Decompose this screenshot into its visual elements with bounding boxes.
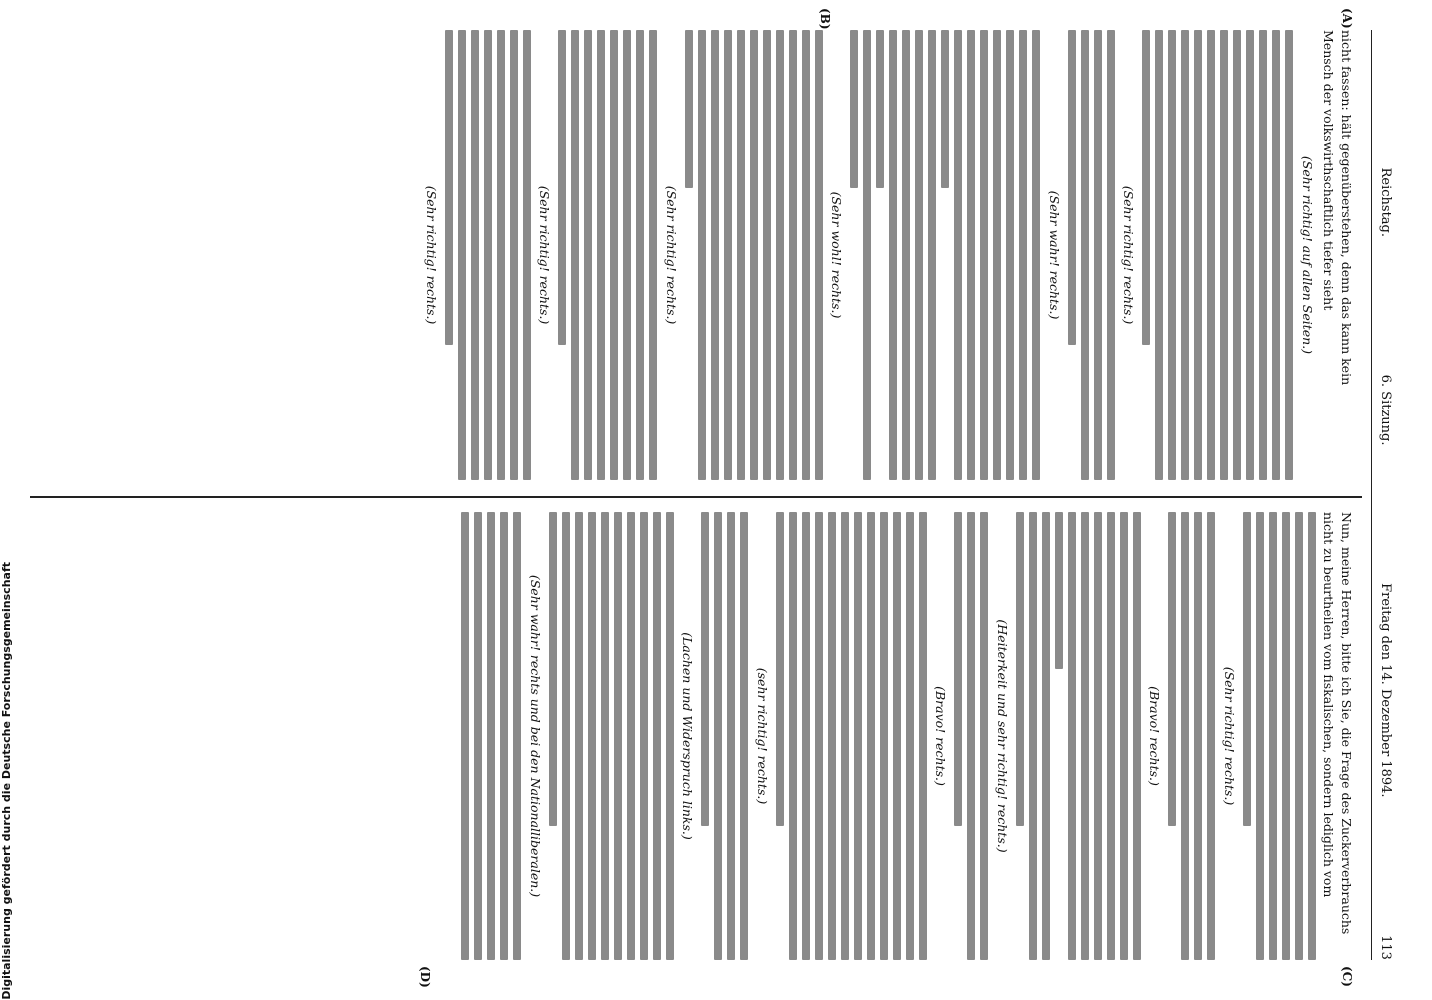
text-line	[715, 512, 723, 960]
text-line	[1208, 30, 1216, 480]
interjection: (Sehr richtig! rechts.)	[1222, 666, 1237, 806]
text-line	[575, 512, 583, 960]
text-line	[637, 30, 645, 480]
text-line	[893, 512, 901, 960]
text-line	[1055, 512, 1063, 669]
text-line	[702, 512, 710, 826]
text-line	[741, 512, 749, 960]
page-header	[1378, 30, 1404, 960]
text-line	[867, 512, 875, 960]
text-line	[955, 30, 963, 480]
margin-letter-a: (A)	[1340, 8, 1354, 29]
text-line	[624, 30, 632, 480]
text-line	[1243, 512, 1251, 826]
text-line	[1208, 512, 1216, 960]
text-line	[737, 30, 745, 480]
text-line	[1107, 512, 1115, 960]
text-line	[711, 30, 719, 480]
interjection: (sehr richtig! rechts.)	[755, 667, 770, 805]
header-session: 6. Sitzung.	[1378, 374, 1393, 446]
column-divider	[30, 496, 1362, 498]
text-line	[1234, 30, 1242, 480]
text-line	[1247, 30, 1255, 480]
text-line	[1143, 30, 1151, 345]
text-line	[666, 512, 674, 960]
interjection: (Sehr richtig! rechts.)	[537, 185, 553, 325]
interjection: (Lachen und Widerspruch links.)	[680, 632, 696, 840]
text-line	[1094, 30, 1102, 480]
text-line	[471, 30, 479, 480]
text-line	[1007, 30, 1015, 480]
text-line	[1169, 30, 1177, 480]
interjection: (Bravo! rechts.)	[933, 686, 949, 786]
left-column	[40, 30, 1354, 480]
text-line	[1273, 30, 1281, 480]
interjection: (Sehr wohl! rechts.)	[829, 191, 845, 319]
text-line	[1042, 512, 1050, 960]
text-line	[650, 30, 658, 480]
page-number: 113	[1378, 935, 1393, 960]
text-line	[929, 30, 937, 480]
text-line	[1107, 30, 1115, 480]
left-line: nicht fassen: hält gegenüberstehen, denn das kann kein	[1339, 30, 1354, 386]
text-line	[1016, 512, 1024, 826]
text-line	[864, 30, 872, 480]
text-line	[1169, 512, 1177, 826]
left-line: Mensch der volkswirthschaftlich tiefer sieht	[1321, 30, 1337, 311]
text-line	[1295, 512, 1303, 960]
digitization-credit: Digitalisierung gefördert durch die Deutsche Forschungsgemeinschaft	[0, 562, 13, 1000]
text-line	[475, 512, 483, 960]
text-line	[685, 30, 693, 188]
text-line	[514, 512, 522, 960]
text-line	[1020, 30, 1028, 480]
text-line	[462, 512, 470, 960]
text-line	[1308, 512, 1316, 960]
text-line	[1182, 512, 1190, 960]
text-line	[955, 512, 963, 826]
text-line	[562, 512, 570, 960]
margin-letter-b: (B)	[818, 8, 832, 30]
right-line: nicht zu beurtheilen vom fiskalischen, sondern lediglich vom	[1321, 512, 1337, 898]
text-line	[501, 512, 509, 960]
text-line	[1182, 30, 1190, 480]
text-line	[981, 512, 989, 960]
text-line	[611, 30, 619, 480]
text-line	[1081, 30, 1089, 480]
text-line	[614, 512, 622, 960]
text-line	[994, 30, 1002, 480]
text-line	[906, 512, 914, 960]
text-line	[919, 512, 927, 960]
text-line	[1133, 512, 1141, 960]
text-line	[1033, 30, 1041, 480]
text-line	[880, 512, 888, 960]
text-line	[776, 512, 784, 826]
text-line	[445, 30, 453, 345]
text-line	[510, 30, 518, 480]
text-line	[1195, 30, 1203, 480]
text-line	[1269, 512, 1277, 960]
interjection: (Sehr richtig! rechts.)	[424, 185, 439, 325]
text-line	[763, 30, 771, 480]
text-line	[828, 512, 836, 960]
interjection: (Heiterkeit und sehr richtig! rechts.)	[995, 619, 1010, 853]
text-line	[724, 30, 732, 480]
text-line	[903, 30, 911, 480]
text-line	[815, 512, 823, 960]
text-line	[789, 30, 797, 480]
margin-letter-d: (D)	[418, 966, 432, 988]
interjection: (Sehr richtig! rechts.)	[664, 185, 679, 325]
text-line	[484, 30, 492, 480]
text-line	[815, 30, 823, 480]
interjection: (Sehr wahr! rechts und bei den Nationalliberalen.)	[528, 574, 543, 898]
text-line	[1094, 512, 1102, 960]
text-line	[1120, 512, 1128, 960]
text-line	[549, 512, 557, 826]
text-line	[789, 512, 797, 960]
header-date: Freitag den 14. Dezember 1894.	[1378, 583, 1393, 798]
text-line	[776, 30, 784, 480]
interjection: (Sehr richtig! rechts.)	[1121, 185, 1137, 325]
text-line	[601, 512, 609, 960]
text-line	[968, 512, 976, 960]
text-line	[968, 30, 976, 480]
text-line	[488, 512, 496, 960]
text-line	[1068, 512, 1076, 960]
text-line	[1260, 30, 1268, 480]
text-line	[1221, 30, 1229, 480]
text-line	[640, 512, 648, 960]
text-line	[854, 512, 862, 960]
text-line	[598, 30, 606, 480]
text-line	[981, 30, 989, 480]
header-rule	[1371, 30, 1372, 960]
text-line	[1195, 512, 1203, 960]
text-line	[585, 30, 593, 480]
text-line	[653, 512, 661, 960]
text-line	[1256, 512, 1264, 960]
interjection: (Sehr wahr! rechts.)	[1047, 190, 1062, 320]
text-line	[1081, 512, 1089, 960]
text-line	[572, 30, 580, 480]
text-line	[1286, 30, 1294, 480]
text-line	[1156, 30, 1164, 480]
text-line	[802, 30, 810, 480]
text-line	[841, 512, 849, 960]
text-line	[497, 30, 505, 480]
text-line	[523, 30, 531, 480]
interjection: (Bravo! rechts.)	[1147, 686, 1163, 786]
text-line	[458, 30, 466, 480]
text-line	[916, 30, 924, 480]
text-line	[802, 512, 810, 960]
text-line	[890, 30, 898, 480]
text-line	[750, 30, 758, 480]
header-section: Reichstag.	[1378, 167, 1393, 238]
text-line	[1068, 30, 1076, 345]
text-line	[1282, 512, 1290, 960]
text-line	[1029, 512, 1037, 960]
text-line	[588, 512, 596, 960]
text-line	[728, 512, 736, 960]
text-line	[942, 30, 950, 188]
margin-letter-c: (C)	[1340, 966, 1354, 987]
right-column	[40, 512, 1354, 960]
text-line	[877, 30, 885, 188]
text-line	[698, 30, 706, 480]
text-line	[627, 512, 635, 960]
right-line: Nun, meine Herren, bitte ich Sie, die Frage des Zuckerverbrauchs	[1339, 512, 1354, 935]
text-line	[851, 30, 859, 188]
text-line	[559, 30, 567, 345]
interjection: (Sehr richtig! auf allen Seiten.)	[1300, 155, 1315, 355]
